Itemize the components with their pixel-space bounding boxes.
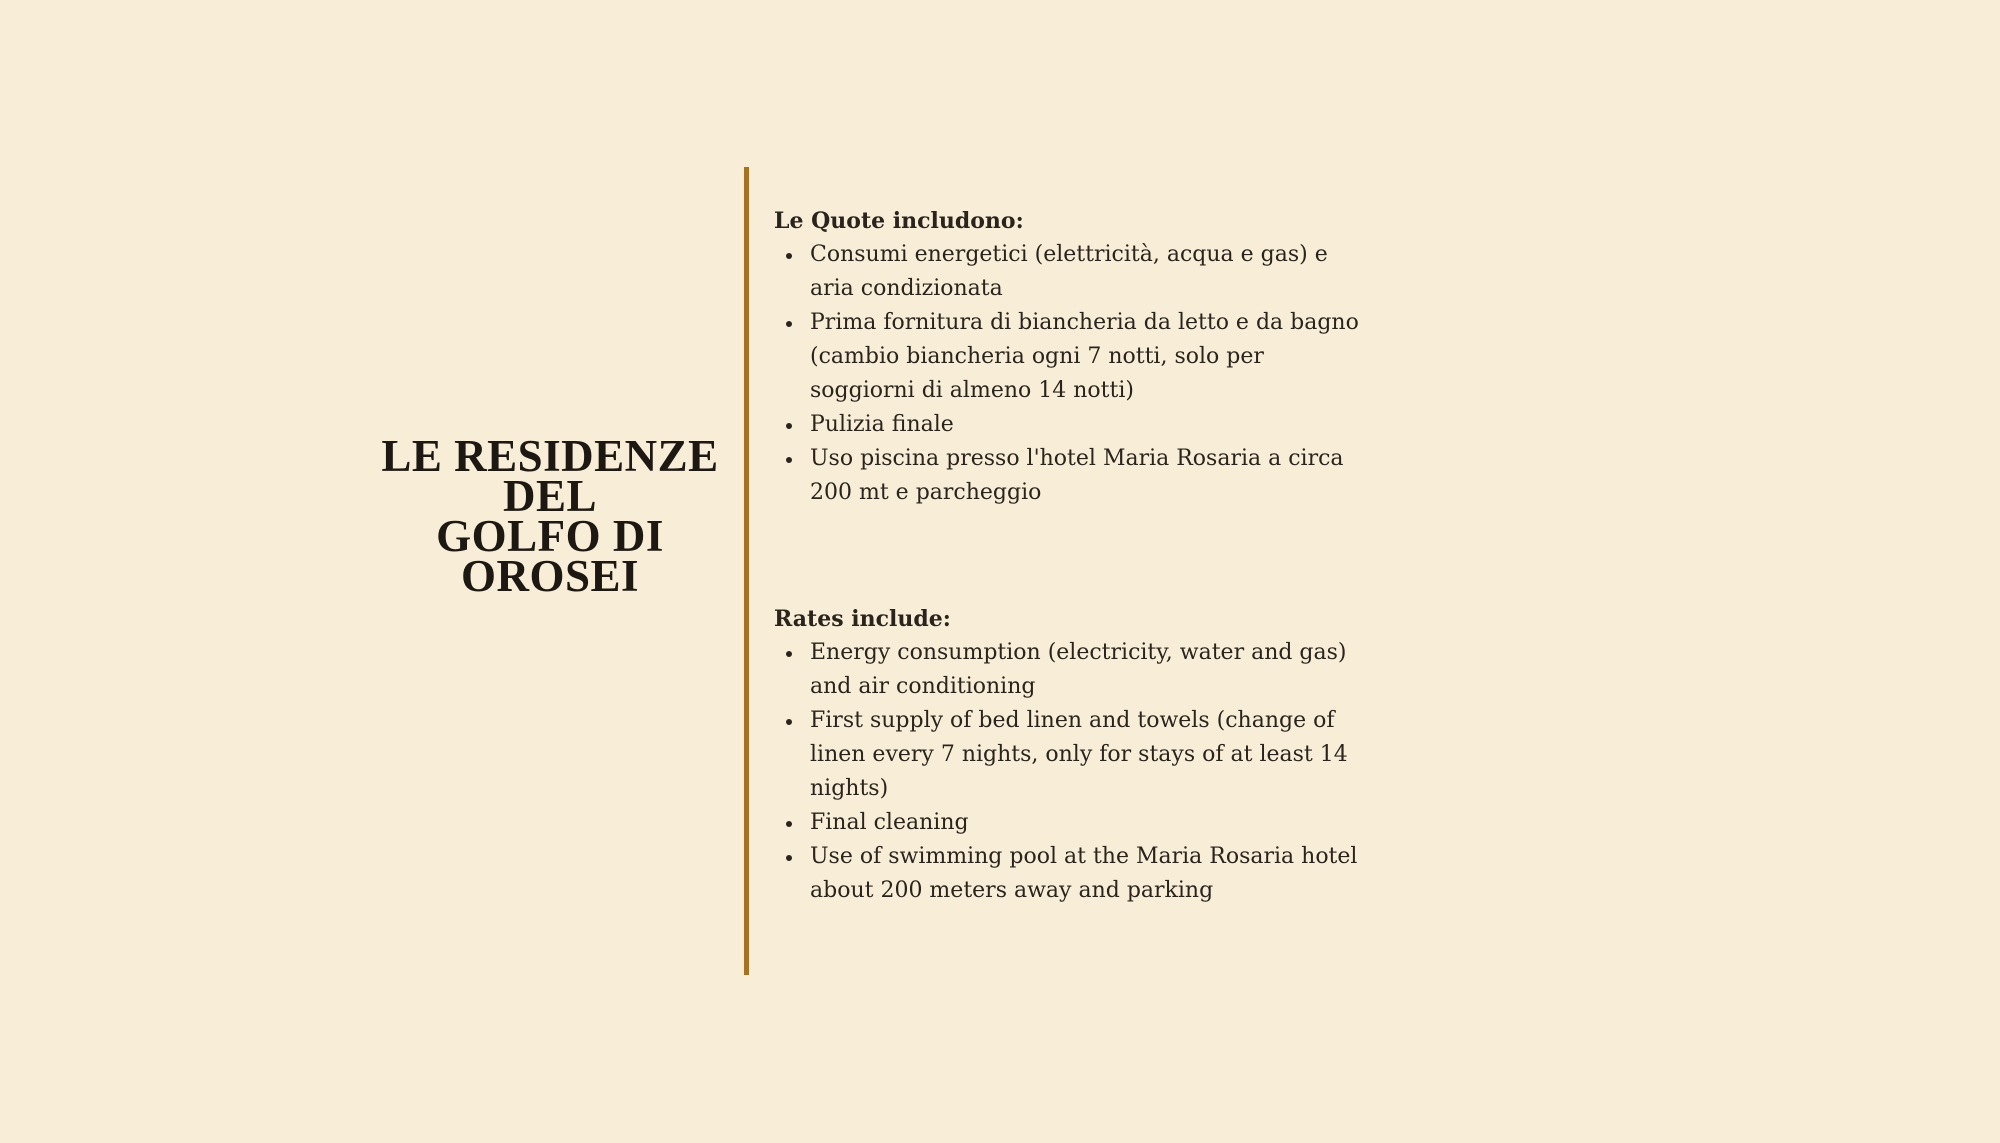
list-item-text: Pulizia finale — [810, 412, 954, 437]
list-item-text: Prima fornitura di biancheria da letto e da bagno (cambio biancheria ogni 7 notti, solo per soggiorni di almeno 14 notti) — [810, 310, 1359, 403]
bullet-icon — [786, 457, 792, 463]
vertical-divider — [744, 167, 749, 975]
bullet-icon — [786, 253, 792, 259]
bullet-icon — [786, 321, 792, 327]
italian-heading: Le Quote includono: — [774, 208, 1024, 234]
title-line: DEL — [502, 471, 598, 521]
list-item-text: Consumi energetici (elettricità, acqua e gas) e aria condizionata — [810, 242, 1328, 301]
list-item — [774, 238, 1374, 306]
page-title — [340, 431, 760, 601]
list-item — [774, 408, 1374, 442]
list-item — [774, 636, 1374, 704]
bullet-icon — [786, 855, 792, 861]
title-line: OROSEI — [460, 551, 640, 601]
italian-section — [774, 204, 1374, 510]
list-item — [774, 840, 1374, 908]
bullet-icon — [786, 821, 792, 827]
bullet-icon — [786, 423, 792, 429]
list-item — [774, 704, 1374, 806]
list-item — [774, 806, 1374, 840]
list-item-text: Energy consumption (electricity, water and gas) and air conditioning — [810, 640, 1347, 699]
english-heading: Rates include: — [774, 606, 951, 632]
list-item — [774, 442, 1374, 510]
english-section — [774, 602, 1374, 908]
list-item — [774, 306, 1374, 408]
list-item-text: Uso piscina presso l'hotel Maria Rosaria a circa 200 mt e parcheggio — [810, 446, 1344, 505]
bullet-icon — [786, 651, 792, 657]
rates-content — [774, 204, 1374, 908]
title-line: GOLFO DI — [436, 511, 664, 561]
title-line: LE RESIDENZE — [381, 431, 719, 481]
list-item-text: First supply of bed linen and towels (change of linen every 7 nights, only for stays of at least 14 nights) — [810, 708, 1348, 801]
english-list — [774, 636, 1374, 908]
list-item-text: Final cleaning — [810, 810, 969, 835]
list-item-text: Use of swimming pool at the Maria Rosaria hotel about 200 meters away and parking — [810, 844, 1358, 903]
bullet-icon — [786, 719, 792, 725]
italian-list — [774, 238, 1374, 510]
